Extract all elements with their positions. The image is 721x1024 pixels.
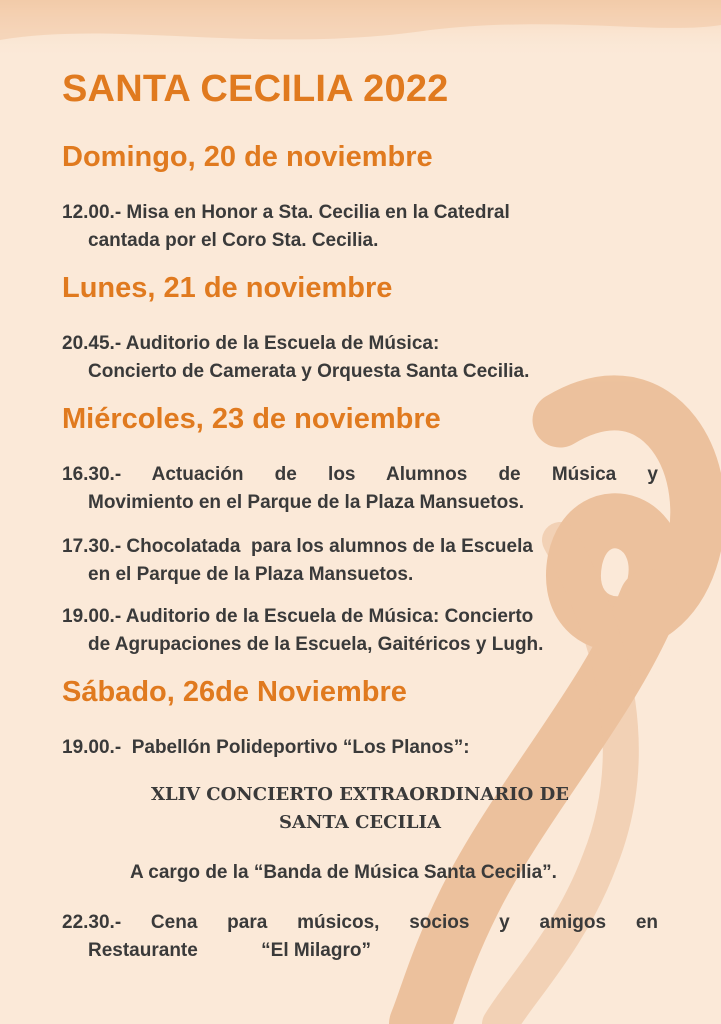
event-line: 17.30.- Chocolatada para los alumnos de la Escuela: [62, 536, 533, 557]
day-heading-sabado: Sábado, 26de Noviembre: [62, 676, 407, 708]
event-misa: [62, 199, 658, 255]
event-line: de Agrupaciones de la Escuela, Gaitéricos y Lugh.: [88, 634, 544, 655]
page-title: SANTA CECILIA 2022: [62, 68, 449, 110]
event-pabellon: [62, 734, 658, 762]
event-chocolatada: [62, 533, 658, 589]
event-line: Restaurante “El Milagro”: [88, 940, 371, 961]
event-line: 20.45.- Auditorio de la Escuela de Música:: [62, 333, 440, 354]
event-cena: [62, 909, 658, 965]
event-line: 22.30.- Cena para músicos, socios y amigos en: [62, 912, 658, 933]
concert-title: [62, 781, 658, 837]
concert-title-line: XLIV CONCIERTO EXTRAORDINARIO DE: [151, 784, 569, 805]
event-line: 16.30.- Actuación de los Alumnos de Música y: [62, 464, 658, 485]
day-heading-miercoles: Miércoles, 23 de noviembre: [62, 403, 441, 435]
event-line: en el Parque de la Plaza Mansuetos.: [88, 564, 414, 585]
event-line: 19.00.- Auditorio de la Escuela de Música: Concierto: [62, 606, 534, 627]
day-heading-domingo: Domingo, 20 de noviembre: [62, 141, 433, 173]
concert-performer: A cargo de la “Banda de Música Santa Cecilia”.: [130, 862, 557, 883]
event-auditorio-lunes: [62, 330, 658, 386]
event-line: Concierto de Camerata y Orquesta Santa Cecilia.: [88, 361, 530, 382]
event-concierto-agrupaciones: [62, 603, 658, 659]
day-heading-lunes: Lunes, 21 de noviembre: [62, 272, 393, 304]
event-line: 12.00.- Misa en Honor a Sta. Cecilia en la Catedral: [62, 202, 510, 223]
event-actuacion: [62, 461, 658, 517]
event-line: 19.00.- Pabellón Polideportivo “Los Planos”:: [62, 737, 470, 758]
event-line: cantada por el Coro Sta. Cecilia.: [88, 230, 379, 251]
concert-title-line: SANTA CECILIA: [279, 812, 441, 833]
event-line: Movimiento en el Parque de la Plaza Mansuetos.: [88, 492, 525, 513]
